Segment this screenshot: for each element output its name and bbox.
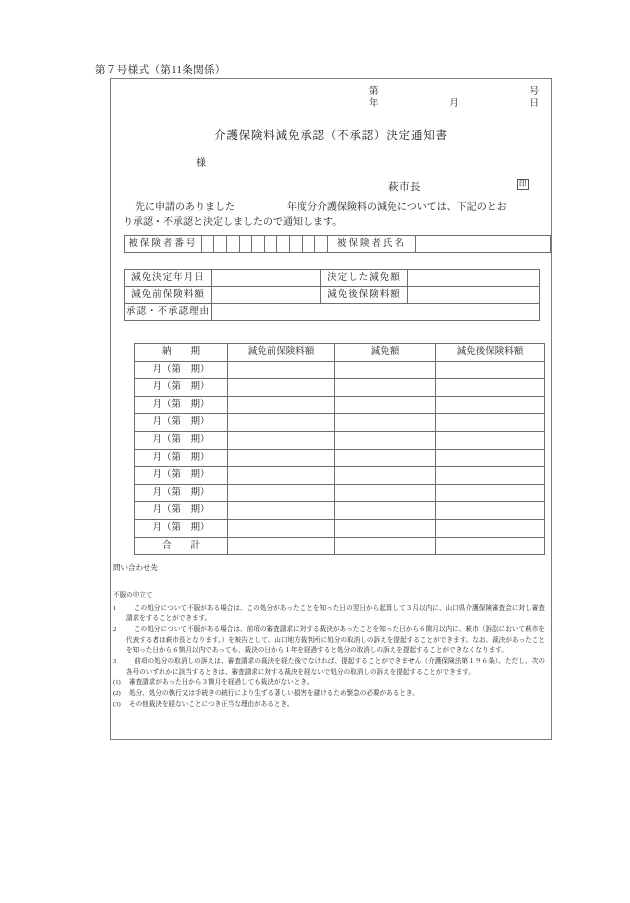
- table-row: [125, 287, 540, 304]
- insured-number-digit-6[interactable]: [264, 236, 277, 253]
- schedule-before[interactable]: [228, 484, 335, 502]
- premium-after-label: 減免後保険料額: [321, 287, 408, 304]
- schedule-total-after[interactable]: [436, 537, 545, 555]
- decided-reduction-value[interactable]: [408, 270, 540, 287]
- appeal-sub-item: [113, 678, 545, 689]
- appeal-item: [113, 657, 545, 678]
- schedule-term: 月（第 期）: [135, 414, 228, 432]
- schedule-term: 月（第 期）: [135, 431, 228, 449]
- schedule-before[interactable]: [228, 502, 335, 520]
- decision-table: [124, 269, 540, 321]
- form-number: 第７号様式（第11条関係）: [95, 65, 226, 76]
- table-row: [125, 270, 540, 287]
- insured-number-digit-4[interactable]: [239, 236, 252, 253]
- number-suffix: 号: [529, 87, 539, 97]
- table-total-row: [135, 537, 545, 555]
- schedule-reduction[interactable]: [335, 467, 436, 485]
- table-row: [135, 484, 545, 502]
- appeal-sub-item-marker: (1): [113, 679, 121, 687]
- appeal-item: [113, 625, 545, 657]
- schedule-after[interactable]: [436, 396, 545, 414]
- schedule-before[interactable]: [228, 519, 335, 537]
- insured-name-value[interactable]: [416, 236, 551, 253]
- appeal-sub-item: [113, 700, 545, 711]
- premium-before-label: 減免前保険料額: [125, 287, 212, 304]
- schedule-before[interactable]: [228, 431, 335, 449]
- schedule-before[interactable]: [228, 396, 335, 414]
- schedule-before[interactable]: [228, 449, 335, 467]
- table-row: [125, 304, 540, 321]
- table-row: [135, 467, 545, 485]
- day-label: 日: [529, 98, 539, 109]
- column-header-term: 納 期: [135, 344, 228, 362]
- lead-text-b: 年度分介護保険料の減免については、下記のとお: [287, 202, 507, 213]
- table-row: [135, 449, 545, 467]
- lead-text-a: 先に申請のありました: [135, 202, 235, 213]
- schedule-term: 月（第 期）: [135, 467, 228, 485]
- schedule-reduction[interactable]: [335, 414, 436, 432]
- year-label: 年: [369, 98, 379, 109]
- addressee-honorific: 様: [196, 158, 206, 169]
- appeal-heading: 不服の申立て: [113, 592, 153, 599]
- insured-number-digit-3[interactable]: [226, 236, 239, 253]
- document-number-row: [369, 87, 539, 99]
- approval-reason-value[interactable]: [212, 304, 540, 321]
- appeal-notice: [113, 591, 545, 710]
- issuer-name: 萩市長: [388, 182, 421, 193]
- schedule-reduction[interactable]: [335, 361, 436, 379]
- column-header-after: 減免後保険料額: [436, 344, 545, 362]
- table-row: [135, 396, 545, 414]
- appeal-item: [113, 604, 545, 625]
- schedule-reduction[interactable]: [335, 431, 436, 449]
- document-number-block: [369, 87, 539, 111]
- schedule-after[interactable]: [436, 379, 545, 397]
- appeal-item-marker: 2: [113, 626, 117, 634]
- appeal-item-text: この処分について不服がある場合は、この処分があったことを知った日の翌日から起算して３月以内に、山口県介護保険審査会に対し審査請求をすることができます。: [126, 604, 545, 623]
- schedule-after[interactable]: [436, 361, 545, 379]
- appeal-sub-item: [113, 689, 545, 700]
- schedule-reduction[interactable]: [335, 379, 436, 397]
- schedule-after[interactable]: [436, 467, 545, 485]
- schedule-reduction[interactable]: [335, 449, 436, 467]
- schedule-term: 月（第 期）: [135, 484, 228, 502]
- premium-after-value[interactable]: [408, 287, 540, 304]
- schedule-term: 月（第 期）: [135, 361, 228, 379]
- schedule-after[interactable]: [436, 484, 545, 502]
- table-row: [135, 519, 545, 537]
- schedule-total-reduction[interactable]: [335, 537, 436, 555]
- schedule-reduction[interactable]: [335, 396, 436, 414]
- premium-before-value[interactable]: [212, 287, 321, 304]
- appeal-item-text: この処分について不服がある場合は、前項の審査請求に対する裁決があったことを知った日から６箇月以内に、萩市（訴訟において萩市を代表する者は萩市長となります。）を被告として、山口地方裁判所に処分の取消しの訴えを提起することができます。なお、裁決があったことを知った日から６箇月以内であっても、裁決の日から１年を経過すると処分の取消しの訴えを提起することができなくなります。: [126, 626, 545, 655]
- schedule-reduction[interactable]: [335, 502, 436, 520]
- insured-number-digit-9[interactable]: [302, 236, 315, 253]
- approval-reason-label: 承認・不承認理由: [125, 304, 212, 321]
- schedule-term: 月（第 期）: [135, 379, 228, 397]
- column-header-reduction: 減免額: [335, 344, 436, 362]
- insured-number-digit-5[interactable]: [252, 236, 265, 253]
- schedule-term: 月（第 期）: [135, 449, 228, 467]
- schedule-reduction[interactable]: [335, 519, 436, 537]
- month-label: 月: [449, 98, 459, 109]
- payment-schedule-table: [134, 343, 545, 555]
- number-label: 第: [369, 87, 379, 97]
- schedule-after[interactable]: [436, 431, 545, 449]
- document-date-row: [369, 99, 539, 111]
- schedule-term: 月（第 期）: [135, 519, 228, 537]
- appeal-item-marker: 1: [113, 604, 117, 612]
- schedule-before[interactable]: [228, 361, 335, 379]
- table-row: [135, 414, 545, 432]
- schedule-term: 月（第 期）: [135, 396, 228, 414]
- insured-person-table: [124, 235, 551, 253]
- appeal-sub-item-marker: (3): [113, 700, 121, 708]
- seal-icon: 印: [519, 179, 527, 188]
- insured-number-digit-1[interactable]: [201, 236, 214, 253]
- table-row: [125, 236, 551, 253]
- schedule-total-label: 合 計: [135, 537, 228, 555]
- appeal-sub-item-marker: (2): [113, 690, 121, 698]
- table-row: [135, 502, 545, 520]
- insured-number-digit-7[interactable]: [277, 236, 290, 253]
- table-row: [135, 361, 545, 379]
- decision-date-value[interactable]: [212, 270, 321, 287]
- schedule-total-before[interactable]: [228, 537, 335, 555]
- schedule-before[interactable]: [228, 467, 335, 485]
- table-row: [135, 431, 545, 449]
- appeal-sub-item-text: その他裁決を経ないことにつき正当な理由があるとき。: [129, 700, 294, 708]
- schedule-before[interactable]: [228, 414, 335, 432]
- document-frame: [110, 78, 552, 740]
- decided-reduction-label: 決定した減免額: [321, 270, 408, 287]
- contact-label: 問い合わせ先: [113, 563, 158, 572]
- lead-paragraph: [123, 201, 541, 230]
- insured-number-digit-2[interactable]: [214, 236, 227, 253]
- appeal-item-marker: 3: [113, 658, 117, 666]
- insured-name-label: 被保険者氏名: [327, 236, 415, 253]
- lead-text-line2: り承認・不承認と決定しましたので通知します。: [123, 216, 343, 228]
- schedule-after[interactable]: [436, 519, 545, 537]
- appeal-item-text: 前項の処分の取消しの訴えは、審査請求の裁決を経た後でなければ、提起することができません（介護保険法第１９６条）。ただし、次の各号のいずれかに該当するときは、審査請求に対する裁決を経ないで処分の取消しの訴えを提起することができます。: [126, 658, 545, 676]
- appeal-sub-item-text: 処分、処分の執行又は手続きの続行により生ずる著しい損害を避けるため緊急の必要があるとき。: [129, 690, 419, 698]
- schedule-reduction[interactable]: [335, 484, 436, 502]
- schedule-term: 月（第 期）: [135, 502, 228, 520]
- column-header-before: 減免前保険料額: [228, 344, 335, 362]
- document-title: 介護保険料減免承認（不承認）決定通知書: [214, 130, 448, 142]
- insured-number-digit-10[interactable]: [315, 236, 328, 253]
- table-row: [135, 379, 545, 397]
- table-header-row: [135, 344, 545, 362]
- insured-number-digit-8[interactable]: [290, 236, 303, 253]
- appeal-sub-item-text: 審査請求があった日から３箇月を経過しても裁決がないとき。: [129, 679, 314, 687]
- schedule-after[interactable]: [436, 414, 545, 432]
- schedule-after[interactable]: [436, 502, 545, 520]
- insured-number-label: 被保険者番号: [125, 236, 202, 253]
- schedule-before[interactable]: [228, 379, 335, 397]
- schedule-after[interactable]: [436, 449, 545, 467]
- decision-date-label: 減免決定年月日: [125, 270, 212, 287]
